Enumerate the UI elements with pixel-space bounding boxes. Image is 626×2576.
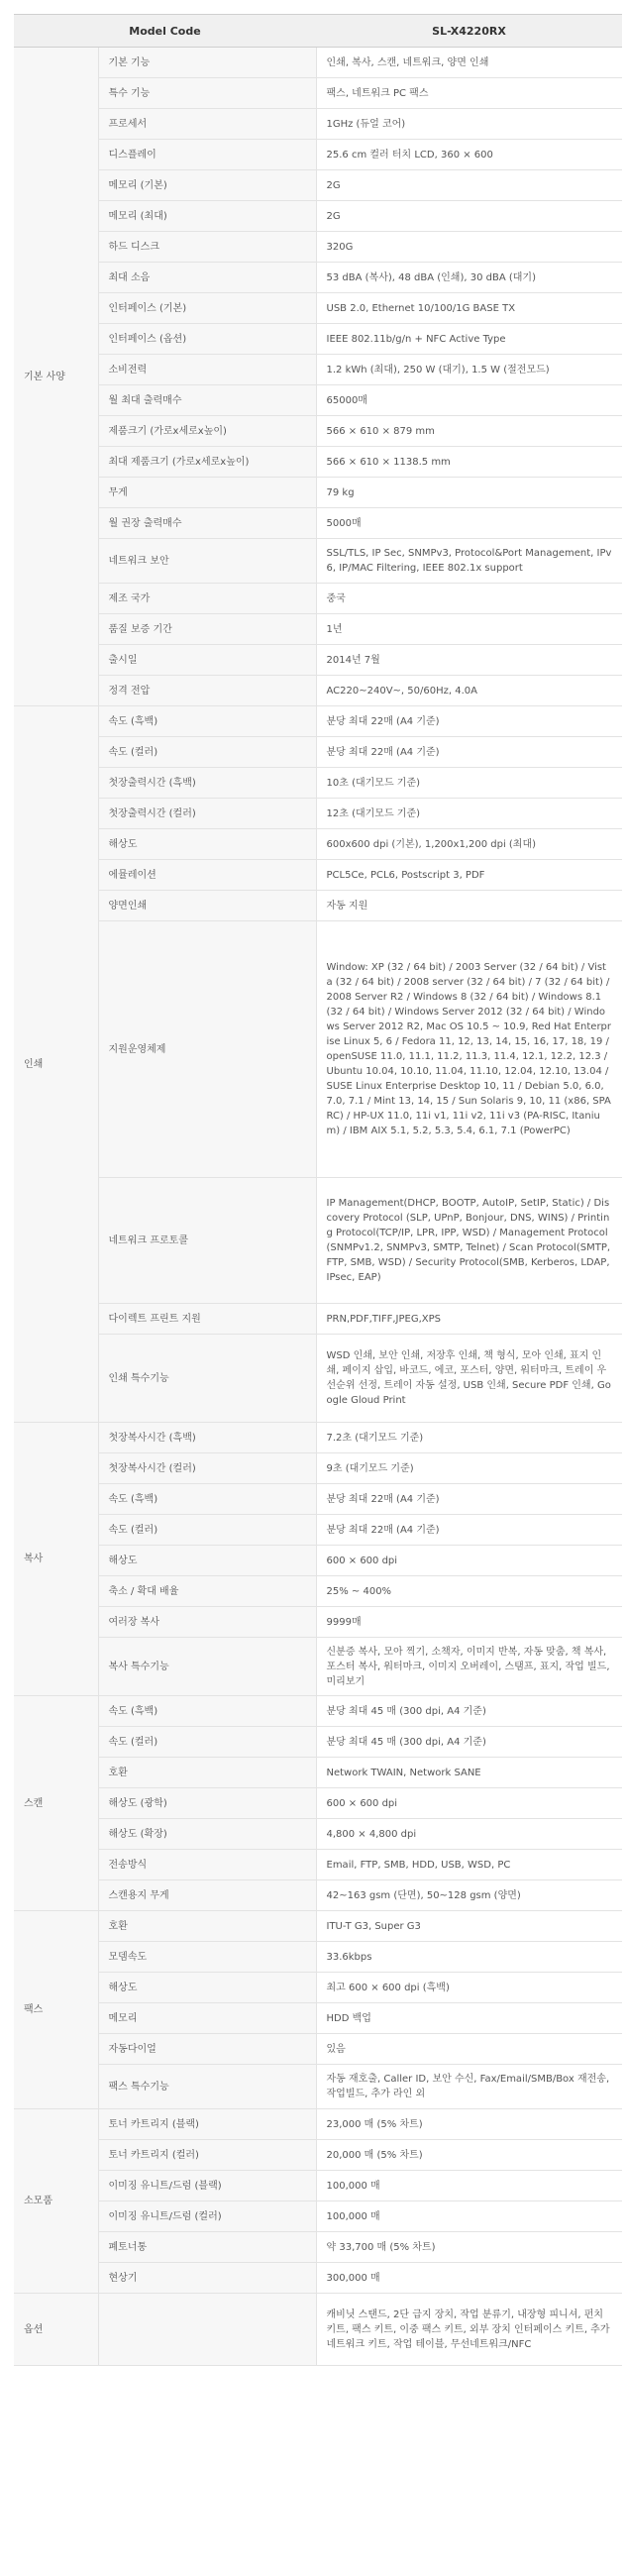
spec-label: 네트워크 프로토콜: [98, 1178, 316, 1304]
spec-value: 약 33,700 매 (5% 차트): [316, 2232, 622, 2263]
table-row: [14, 78, 622, 109]
table-row: [14, 1515, 622, 1546]
spec-label: 인쇄 특수기능: [98, 1335, 316, 1423]
table-row: [14, 1484, 622, 1515]
spec-label: 첫장출력시간 (컬러): [98, 799, 316, 829]
spec-label: 프로세서: [98, 109, 316, 140]
spec-value: 25% ~ 400%: [316, 1576, 622, 1607]
spec-label: 팩스 특수기능: [98, 2065, 316, 2109]
spec-label: 속도 (컬러): [98, 1727, 316, 1758]
table-row: [14, 324, 622, 355]
spec-label: 속도 (흑백): [98, 706, 316, 737]
spec-value: PRN,PDF,TIFF,JPEG,XPS: [316, 1304, 622, 1335]
spec-value: 600 × 600 dpi: [316, 1546, 622, 1576]
spec-value: AC220~240V~, 50/60Hz, 4.0A: [316, 676, 622, 706]
spec-value: 25.6 cm 컬러 터치 LCD, 360 × 600: [316, 140, 622, 170]
spec-value: 53 dBA (복사), 48 dBA (인쇄), 30 dBA (대기): [316, 263, 622, 293]
spec-value: 분당 최대 22매 (A4 기준): [316, 737, 622, 768]
spec-label: 해상도 (확장): [98, 1819, 316, 1850]
table-row: [14, 2263, 622, 2294]
table-row: [14, 1335, 622, 1423]
table-row: [14, 799, 622, 829]
table-row: [14, 355, 622, 385]
spec-label: 현상기: [98, 2263, 316, 2294]
table-row: [14, 1727, 622, 1758]
spec-label: 메모리 (최대): [98, 201, 316, 232]
spec-label: 해상도: [98, 1546, 316, 1576]
spec-value: USB 2.0, Ethernet 10/100/1G BASE TX: [316, 293, 622, 324]
spec-label: 토너 카트리지 (블랙): [98, 2109, 316, 2140]
table-row: [14, 614, 622, 645]
spec-label: 해상도: [98, 1973, 316, 2003]
table-row: [14, 2294, 622, 2366]
table-row: [14, 860, 622, 891]
spec-label: 소비전력: [98, 355, 316, 385]
spec-table: [14, 14, 622, 2366]
spec-label: 해상도 (광학): [98, 1788, 316, 1819]
spec-label: 첫장출력시간 (흑백): [98, 768, 316, 799]
spec-value: 분당 최대 22매 (A4 기준): [316, 1515, 622, 1546]
spec-label: [98, 2294, 316, 2366]
spec-value: 7.2초 (대기모드 기준): [316, 1423, 622, 1453]
table-row: [14, 2003, 622, 2034]
spec-value: 중국: [316, 584, 622, 614]
table-row: [14, 1788, 622, 1819]
spec-label: 토너 카트리지 (컬러): [98, 2140, 316, 2171]
spec-label: 스캔용지 무게: [98, 1880, 316, 1911]
table-row: [14, 263, 622, 293]
spec-label: 이미징 유니트/드럼 (블랙): [98, 2171, 316, 2201]
table-row: [14, 1423, 622, 1453]
category-label: 스캔: [14, 1696, 98, 1911]
spec-value: 2014년 7월: [316, 645, 622, 676]
table-row: [14, 170, 622, 201]
spec-label: 제품크기 (가로x세로x높이): [98, 416, 316, 447]
table-row: [14, 1758, 622, 1788]
spec-value: ITU-T G3, Super G3: [316, 1911, 622, 1942]
table-row: [14, 676, 622, 706]
table-row: [14, 891, 622, 921]
spec-label: 월 최대 출력매수: [98, 385, 316, 416]
spec-value: 자동 재호출, Caller ID, 보안 수신, Fax/Email/SMB/Box 재전송, 작업빌드, 추가 라인 외: [316, 2065, 622, 2109]
spec-value: 9초 (대기모드 기준): [316, 1453, 622, 1484]
table-row: [14, 478, 622, 508]
spec-label: 월 권장 출력매수: [98, 508, 316, 539]
spec-label: 최대 소음: [98, 263, 316, 293]
category-label: 옵션: [14, 2294, 98, 2366]
spec-value: 최고 600 × 600 dpi (흑백): [316, 1973, 622, 2003]
spec-value: 20,000 매 (5% 차트): [316, 2140, 622, 2171]
table-row: [14, 1453, 622, 1484]
table-row: [14, 1304, 622, 1335]
category-label: 인쇄: [14, 706, 98, 1423]
spec-label: 기본 기능: [98, 48, 316, 78]
table-row: [14, 1942, 622, 1973]
spec-label: 메모리: [98, 2003, 316, 2034]
spec-label: 첫장복사시간 (흑백): [98, 1423, 316, 1453]
spec-label: 최대 제품크기 (가로x세로x높이): [98, 447, 316, 478]
table-row: [14, 1911, 622, 1942]
header-model-value: SL-X4220RX: [316, 15, 622, 48]
table-row: [14, 2201, 622, 2232]
spec-label: 특수 기능: [98, 78, 316, 109]
spec-value: 320G: [316, 232, 622, 263]
spec-value: 65000매: [316, 385, 622, 416]
table-row: [14, 2171, 622, 2201]
table-row: [14, 921, 622, 1178]
table-row: [14, 201, 622, 232]
spec-value: 566 × 610 × 879 mm: [316, 416, 622, 447]
table-row: [14, 1178, 622, 1304]
table-row: [14, 508, 622, 539]
table-row: [14, 2109, 622, 2140]
table-row: [14, 293, 622, 324]
spec-value: 분당 최대 45 매 (300 dpi, A4 기준): [316, 1696, 622, 1727]
table-row: [14, 1696, 622, 1727]
spec-label: 전송방식: [98, 1850, 316, 1880]
spec-value: 신분증 복사, 모아 찍기, 소책자, 이미지 반복, 자동 맞춤, 책 복사, 포스터 복사, 워터마크, 이미지 오버레이, 스탬프, 표지, 작업 빌드, 미리보기: [316, 1638, 622, 1696]
table-row: [14, 706, 622, 737]
spec-label: 폐토너통: [98, 2232, 316, 2263]
spec-label: 해상도: [98, 829, 316, 860]
spec-label: 속도 (컬러): [98, 1515, 316, 1546]
spec-label: 호환: [98, 1911, 316, 1942]
table-row: [14, 109, 622, 140]
spec-value: 자동 지원: [316, 891, 622, 921]
spec-value: Window: XP (32 / 64 bit) / 2003 Server (32 / 64 bit) / Vista (32 / 64 bit) / 2008 server (32 / 64 bit) / 7 (32 / 64 bit) / 2008 Server R2 / Windows 8 (32 / 64 bit) / Windows 8.1 (32 / 64 bit) / Windows Server 2012 (32 / 64 bit) / Windows Server 2012 R2, Mac OS 10.5 ~ 10.9, Red Hat Enterprise Linux 5, 6 / Fedora 11, 12, 13, 14, 15, 16, 17, 18, 19 / openSUSE 11.0, 11.1, 11.2, 11.3, 11.4, 12.1, 12.2, 12.3 / Ubuntu 10.04, 10.10, 11.04, 11.10, 12.04, 12.10, 13.04 / SUSE Linux Enterprise Desktop 10, 11 / Debian 5.0, 6.0, 7.0, 7.1 / Mint 13, 14, 15 / Sun Solaris 9, 10, 11 (x86, SPARC) / HP-UX 11.0, 11i v1, 11i v2, 11i v3 (PA-RISC, Itanium) / IBM AIX 5.1, 5.2, 5.3, 5.4, 6.1, 7.1 (PowerPC): [316, 921, 622, 1178]
spec-label: 자동다이얼: [98, 2034, 316, 2065]
table-row: [14, 584, 622, 614]
table-row: [14, 1546, 622, 1576]
spec-label: 지원운영체제: [98, 921, 316, 1178]
spec-value: HDD 백업: [316, 2003, 622, 2034]
table-row: [14, 539, 622, 584]
spec-label: 호환: [98, 1758, 316, 1788]
spec-value: 100,000 매: [316, 2201, 622, 2232]
spec-value: 566 × 610 × 1138.5 mm: [316, 447, 622, 478]
spec-value: 1년: [316, 614, 622, 645]
spec-value: 1.2 kWh (최대), 250 W (대기), 1.5 W (절전모드): [316, 355, 622, 385]
spec-value: 1GHz (듀얼 코어): [316, 109, 622, 140]
spec-label: 에뮬레이션: [98, 860, 316, 891]
table-row: [14, 1819, 622, 1850]
spec-label: 속도 (컬러): [98, 737, 316, 768]
table-row: [14, 737, 622, 768]
table-row: [14, 1607, 622, 1638]
table-row: [14, 2140, 622, 2171]
spec-value: IEEE 802.11b/g/n + NFC Active Type: [316, 324, 622, 355]
spec-label: 네트워크 보안: [98, 539, 316, 584]
spec-label: 인터페이스 (옵션): [98, 324, 316, 355]
spec-value: PCL5Ce, PCL6, Postscript 3, PDF: [316, 860, 622, 891]
spec-value: 분당 최대 45 매 (300 dpi, A4 기준): [316, 1727, 622, 1758]
spec-label: 정격 전압: [98, 676, 316, 706]
spec-label: 다이렉트 프린트 지원: [98, 1304, 316, 1335]
spec-label: 하드 디스크: [98, 232, 316, 263]
table-row: [14, 829, 622, 860]
spec-value: 2G: [316, 201, 622, 232]
spec-value: 23,000 매 (5% 차트): [316, 2109, 622, 2140]
spec-value: 있음: [316, 2034, 622, 2065]
category-label: 복사: [14, 1423, 98, 1696]
table-row: [14, 2232, 622, 2263]
spec-value: SSL/TLS, IP Sec, SNMPv3, Protocol&Port Management, IPv6, IP/MAC Filtering, IEEE 802.1x support: [316, 539, 622, 584]
spec-value: Network TWAIN, Network SANE: [316, 1758, 622, 1788]
table-row: [14, 2065, 622, 2109]
table-row: [14, 1638, 622, 1696]
spec-label: 디스플레이: [98, 140, 316, 170]
spec-value: Email, FTP, SMB, HDD, USB, WSD, PC: [316, 1850, 622, 1880]
spec-label: 축소 / 확대 배율: [98, 1576, 316, 1607]
spec-value: 42~163 gsm (단면), 50~128 gsm (양면): [316, 1880, 622, 1911]
spec-label: 출시일: [98, 645, 316, 676]
table-row: [14, 416, 622, 447]
table-row: [14, 768, 622, 799]
spec-value: WSD 인쇄, 보안 인쇄, 저장후 인쇄, 책 형식, 모아 인쇄, 표지 인쇄, 페이지 삽입, 바코드, 에코, 포스터, 양면, 워터마크, 트레이 우선순위 선정, 트레이 자동 설정, USB 인쇄, Secure PDF 인쇄, Google Gloud Print: [316, 1335, 622, 1423]
spec-label: 무게: [98, 478, 316, 508]
table-row: [14, 140, 622, 170]
spec-label: 이미징 유니트/드럼 (컬러): [98, 2201, 316, 2232]
spec-label: 인터페이스 (기본): [98, 293, 316, 324]
table-row: [14, 232, 622, 263]
spec-label: 제조 국가: [98, 584, 316, 614]
table-row: [14, 1576, 622, 1607]
spec-value: 300,000 매: [316, 2263, 622, 2294]
table-row: [14, 1850, 622, 1880]
spec-value: IP Management(DHCP, BOOTP, AutoIP, SetIP, Static) / Discovery Protocol (SLP, UPnP, Bonjour, DNS, WINS) / Printing Protocol(TCP/IP, LPR, IPP, WSD) / Management Protocol(SNMPv1.2, SNMPv3, SMTP, Telnet) / Scan Protocol(SMTP, FTP, SMB, WSD) / Security Protocol(SMB, Kerberos, LDAP, IPsec, EAP): [316, 1178, 622, 1304]
category-label: 소모품: [14, 2109, 98, 2294]
table-row: [14, 1880, 622, 1911]
spec-value: 캐비닛 스탠드, 2단 급지 장치, 작업 분류기, 내장형 피니셔, 펀치 키트, 팩스 키트, 이중 팩스 키트, 외부 장치 인터페이스 키트, 추가 네트워크 키트, 작업 테이블, 무선네트워크/NFC: [316, 2294, 622, 2366]
table-row: [14, 447, 622, 478]
spec-value: 5000매: [316, 508, 622, 539]
spec-label: 모뎀속도: [98, 1942, 316, 1973]
spec-value: 100,000 매: [316, 2171, 622, 2201]
spec-label: 복사 특수기능: [98, 1638, 316, 1696]
table-header-row: [14, 15, 622, 48]
spec-value: 79 kg: [316, 478, 622, 508]
table-row: [14, 48, 622, 78]
spec-value: 팩스, 네트워크 PC 팩스: [316, 78, 622, 109]
spec-value: 인쇄, 복사, 스캔, 네트워크, 양면 인쇄: [316, 48, 622, 78]
spec-value: 10초 (대기모드 기준): [316, 768, 622, 799]
spec-label: 품질 보증 기간: [98, 614, 316, 645]
header-model-code: Model Code: [14, 15, 316, 48]
category-label: 팩스: [14, 1911, 98, 2109]
spec-label: 양면인쇄: [98, 891, 316, 921]
category-label: 기본 사양: [14, 48, 98, 706]
spec-value: 600x600 dpi (기본), 1,200x1,200 dpi (최대): [316, 829, 622, 860]
spec-value: 분당 최대 22매 (A4 기준): [316, 706, 622, 737]
table-row: [14, 645, 622, 676]
spec-label: 속도 (흑백): [98, 1484, 316, 1515]
spec-value: 9999매: [316, 1607, 622, 1638]
spec-value: 2G: [316, 170, 622, 201]
table-row: [14, 385, 622, 416]
table-row: [14, 1973, 622, 2003]
spec-label: 속도 (흑백): [98, 1696, 316, 1727]
spec-body: [14, 48, 622, 2366]
spec-label: 메모리 (기본): [98, 170, 316, 201]
table-row: [14, 2034, 622, 2065]
spec-label: 첫장복사시간 (컬러): [98, 1453, 316, 1484]
spec-value: 600 × 600 dpi: [316, 1788, 622, 1819]
spec-value: 4,800 × 4,800 dpi: [316, 1819, 622, 1850]
spec-label: 여러장 복사: [98, 1607, 316, 1638]
spec-value: 분당 최대 22매 (A4 기준): [316, 1484, 622, 1515]
spec-value: 33.6kbps: [316, 1942, 622, 1973]
spec-value: 12초 (대기모드 기준): [316, 799, 622, 829]
